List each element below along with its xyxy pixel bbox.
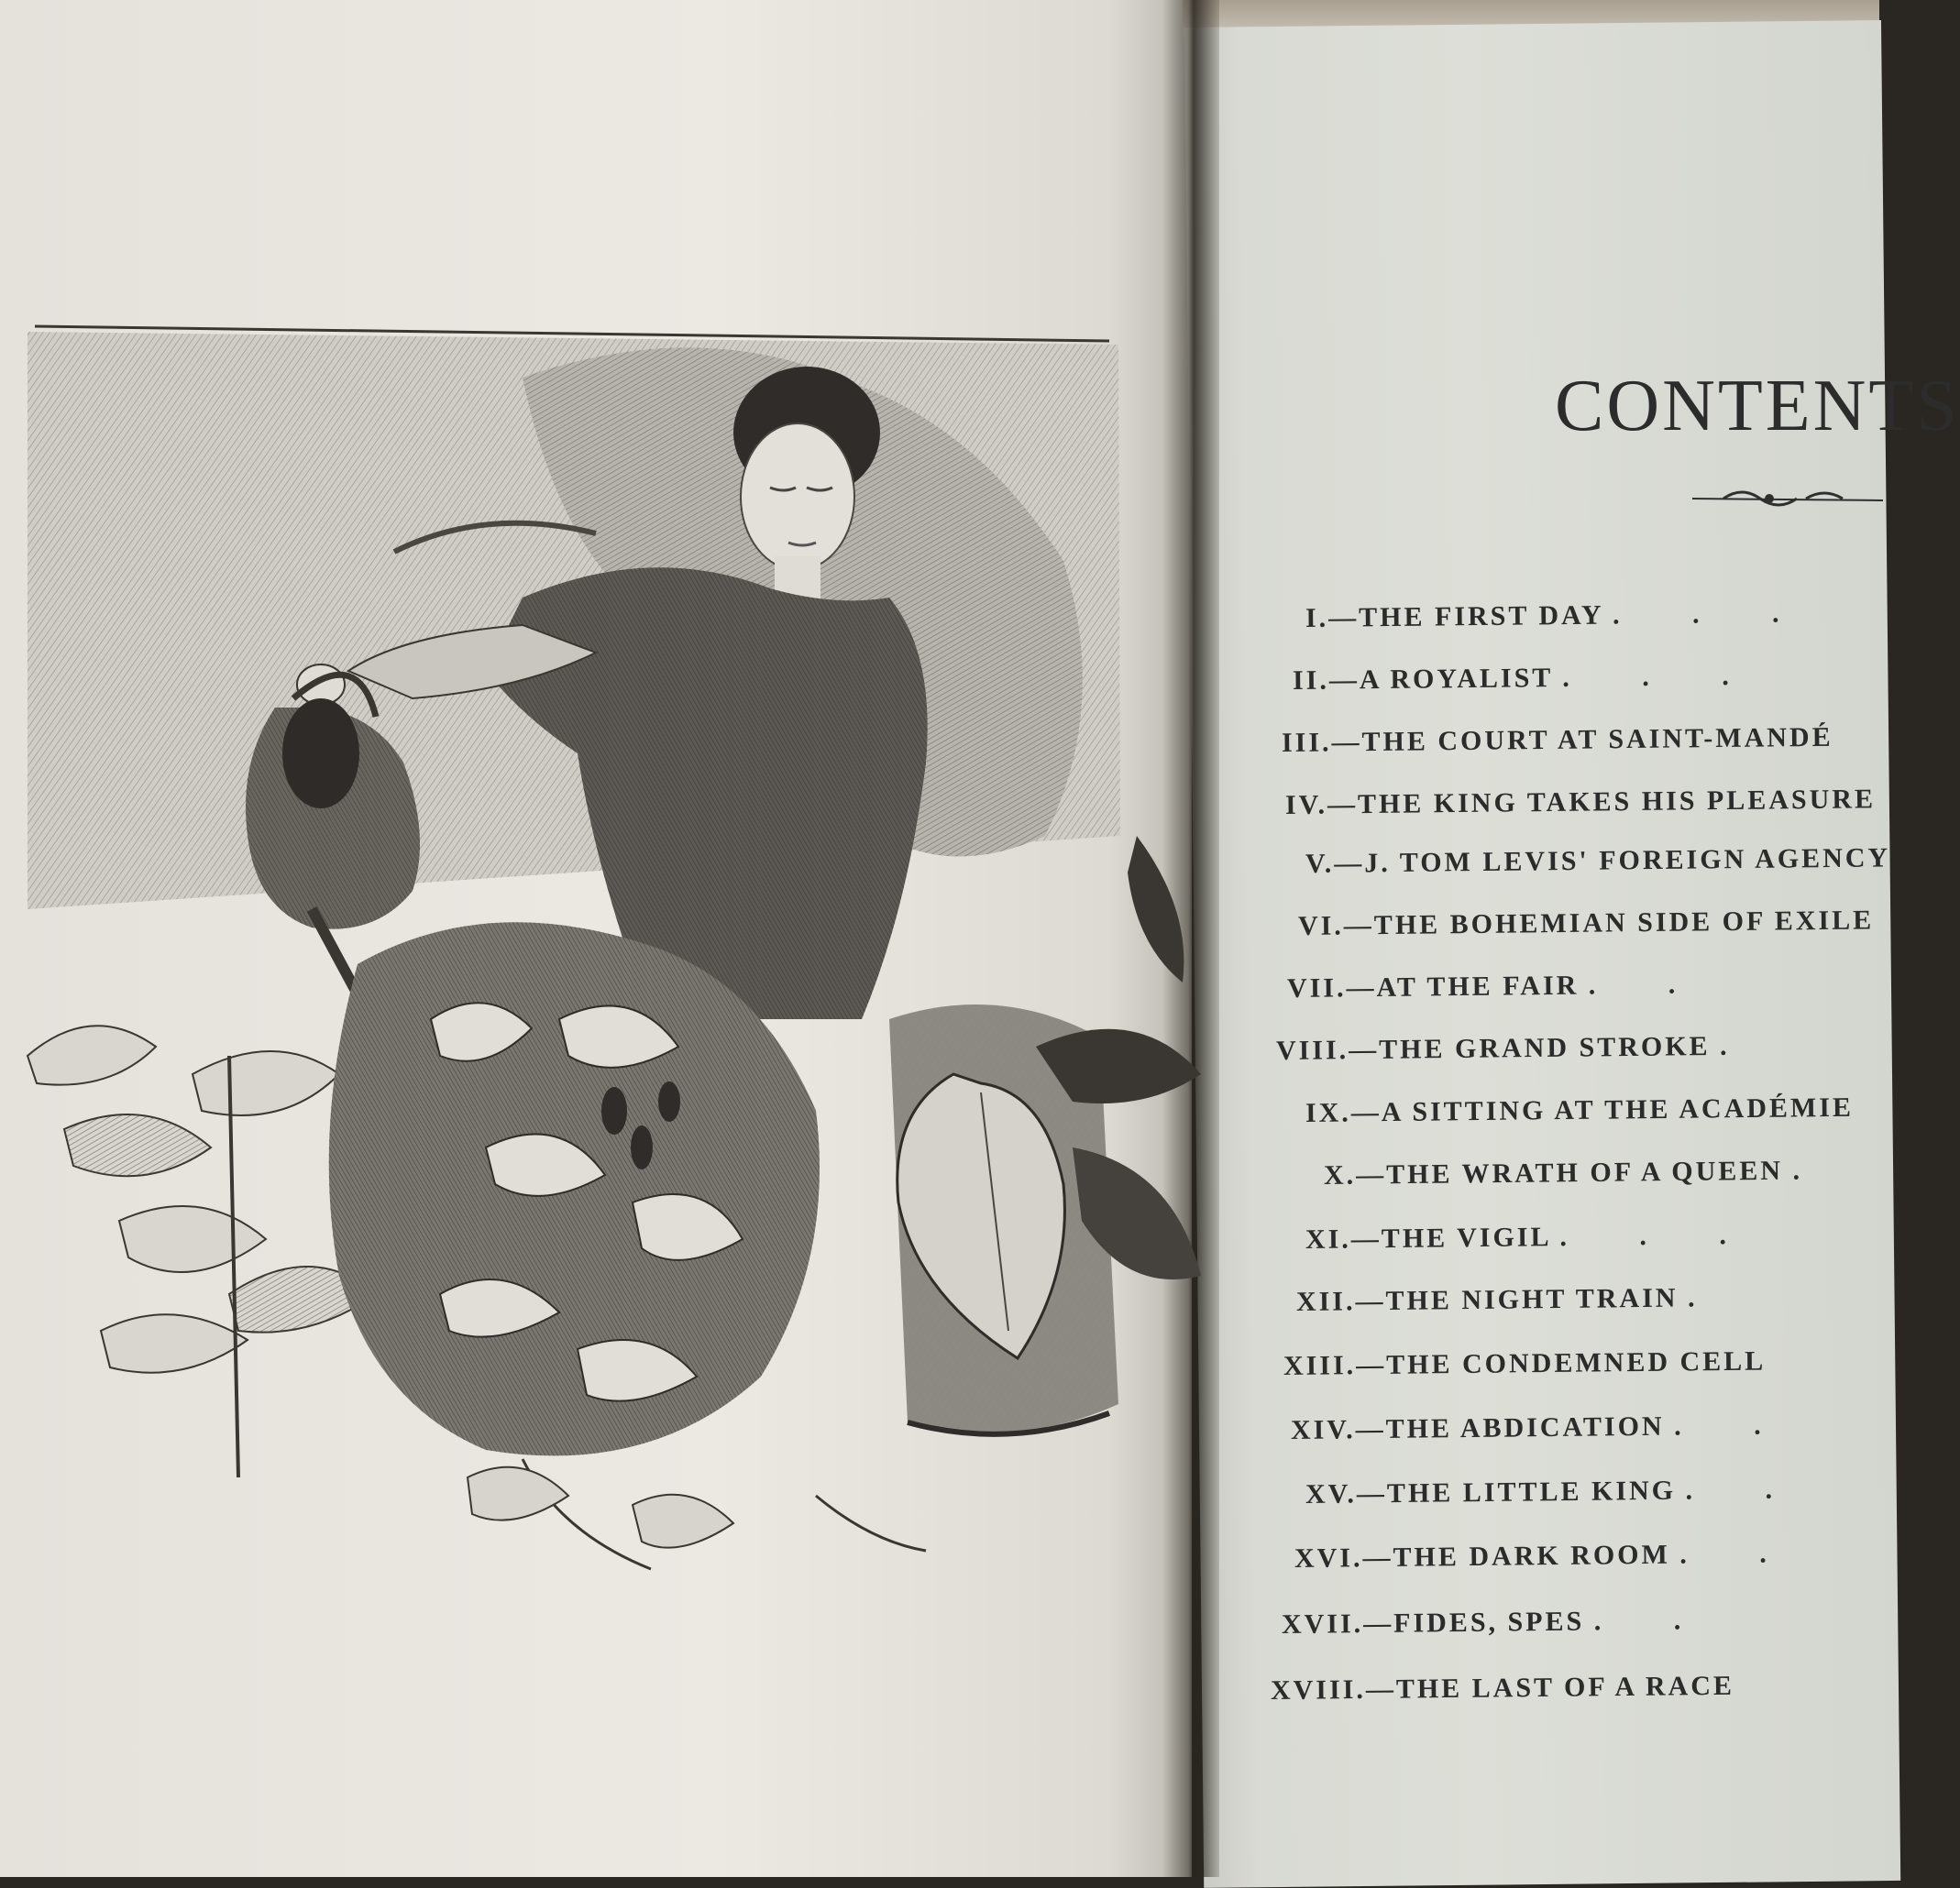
toc-entry[interactable]: V.—J. TOM LEVIS' FOREIGN AGENCY xyxy=(1305,842,1890,880)
chapter-title: THE NIGHT TRAIN xyxy=(1385,1283,1678,1316)
chapter-number: IV. xyxy=(1285,790,1327,821)
dot-leader: . . xyxy=(1674,1410,1794,1441)
chapter-title: THE CONDEMNED CELL xyxy=(1386,1345,1766,1379)
toc-entry[interactable]: VI.—THE BOHEMIAN SIDE OF EXILE xyxy=(1298,905,1874,942)
chapter-title: FIDES, SPES xyxy=(1393,1607,1584,1639)
chapter-number: VI. xyxy=(1298,910,1344,942)
dot-leader: . . . xyxy=(1613,598,1812,630)
chapter-title: THE KING TAKES HIS PLEASURE xyxy=(1358,784,1876,819)
chapter-title: THE VIGIL xyxy=(1382,1222,1550,1254)
chapter-number: XV. xyxy=(1305,1478,1357,1510)
chapter-number: XVI. xyxy=(1294,1542,1363,1575)
dot-leader: . xyxy=(1792,1155,1833,1185)
chapter-title: J. TOM LEVIS' FOREIGN AGENCY xyxy=(1364,842,1890,878)
chapter-number: XI. xyxy=(1305,1224,1351,1256)
dot-leader: . xyxy=(1688,1282,1728,1312)
chapter-number: X. xyxy=(1324,1160,1357,1191)
toc-entry[interactable]: IV.—THE KING TAKES HIS PLEASURE xyxy=(1285,784,1876,821)
chapter-title: AT THE FAIR xyxy=(1376,971,1579,1003)
dot-leader: . xyxy=(1720,1030,1760,1060)
chapter-number: XIII. xyxy=(1283,1350,1357,1382)
chapter-title: THE BOHEMIAN SIDE OF EXILE xyxy=(1374,905,1875,940)
toc-entry[interactable]: IX.—A SITTING AT THE ACADÉMIE xyxy=(1305,1092,1854,1129)
chapter-title: THE ABDICATION xyxy=(1385,1411,1664,1444)
chapter-title: A SITTING AT THE ACADÉMIE xyxy=(1382,1092,1854,1127)
contents-heading: CONTENTS xyxy=(1555,365,1960,448)
chapter-title: THE DARK ROOM xyxy=(1393,1540,1670,1573)
chapter-number: XII. xyxy=(1296,1286,1356,1318)
chapter-number: VIII. xyxy=(1276,1035,1349,1067)
dot-leader: . . xyxy=(1589,969,1709,1000)
toc-entry[interactable]: VIII.—THE GRAND STROKE . xyxy=(1276,1030,1760,1067)
chapter-title: A ROYALIST xyxy=(1360,663,1553,695)
toc-entry[interactable]: VII.—AT THE FAIR . . xyxy=(1287,969,1709,1004)
ornament-divider xyxy=(1687,477,1888,522)
chapter-number: V. xyxy=(1305,849,1335,880)
toc-entry[interactable]: XI.—THE VIGIL . . . xyxy=(1305,1220,1759,1256)
dot-leader: . . xyxy=(1594,1605,1714,1636)
chapter-number: XIV. xyxy=(1291,1414,1356,1446)
toc-entry[interactable]: XVII.—FIDES, SPES . . xyxy=(1282,1605,1714,1641)
toc-entry[interactable]: XVI.—THE DARK ROOM . . xyxy=(1294,1538,1800,1575)
toc-entry[interactable]: XII.—THE NIGHT TRAIN . xyxy=(1296,1282,1728,1318)
chapter-number: XVIII. xyxy=(1271,1674,1366,1707)
chapter-number: II. xyxy=(1293,665,1329,697)
toc-entry[interactable]: III.—THE COURT AT SAINT-MANDÉ xyxy=(1282,722,1833,759)
toc-entry[interactable]: XVIII.—THE LAST OF A RACE xyxy=(1271,1671,1734,1707)
chapter-title: THE FIRST DAY xyxy=(1359,600,1603,633)
chapter-number: IX. xyxy=(1305,1097,1351,1129)
chapter-number: VII. xyxy=(1287,972,1347,1004)
toc-entry[interactable]: XIII.—THE CONDEMNED CELL xyxy=(1283,1345,1767,1382)
chapter-number: III. xyxy=(1282,727,1332,759)
chapter-title: THE GRAND STROKE xyxy=(1379,1031,1711,1065)
dot-leader: . . xyxy=(1679,1538,1800,1569)
engraving-illustration xyxy=(9,323,1210,1606)
dot-leader: . . xyxy=(1685,1474,1805,1505)
toc-entry[interactable]: XV.—THE LITTLE KING . . xyxy=(1305,1474,1805,1510)
chapter-title: THE LAST OF A RACE xyxy=(1396,1671,1734,1705)
dot-leader: . . . xyxy=(1562,661,1762,693)
toc-entry[interactable]: X.—THE WRATH OF A QUEEN . xyxy=(1324,1155,1833,1191)
chapter-title: THE WRATH OF A QUEEN xyxy=(1386,1156,1783,1191)
toc-entry[interactable]: XIV.—THE ABDICATION . . xyxy=(1291,1410,1794,1446)
chapter-number: XVII. xyxy=(1282,1608,1364,1641)
chapter-title: THE LITTLE KING xyxy=(1387,1476,1676,1509)
dot-leader: . . . xyxy=(1559,1220,1759,1252)
toc-entry[interactable]: I.—THE FIRST DAY . . . xyxy=(1305,598,1812,634)
chapter-title: THE COURT AT SAINT-MANDÉ xyxy=(1361,722,1833,757)
toc-entry[interactable]: II.—A ROYALIST . . . xyxy=(1293,661,1762,697)
chapter-number: I. xyxy=(1305,603,1329,634)
